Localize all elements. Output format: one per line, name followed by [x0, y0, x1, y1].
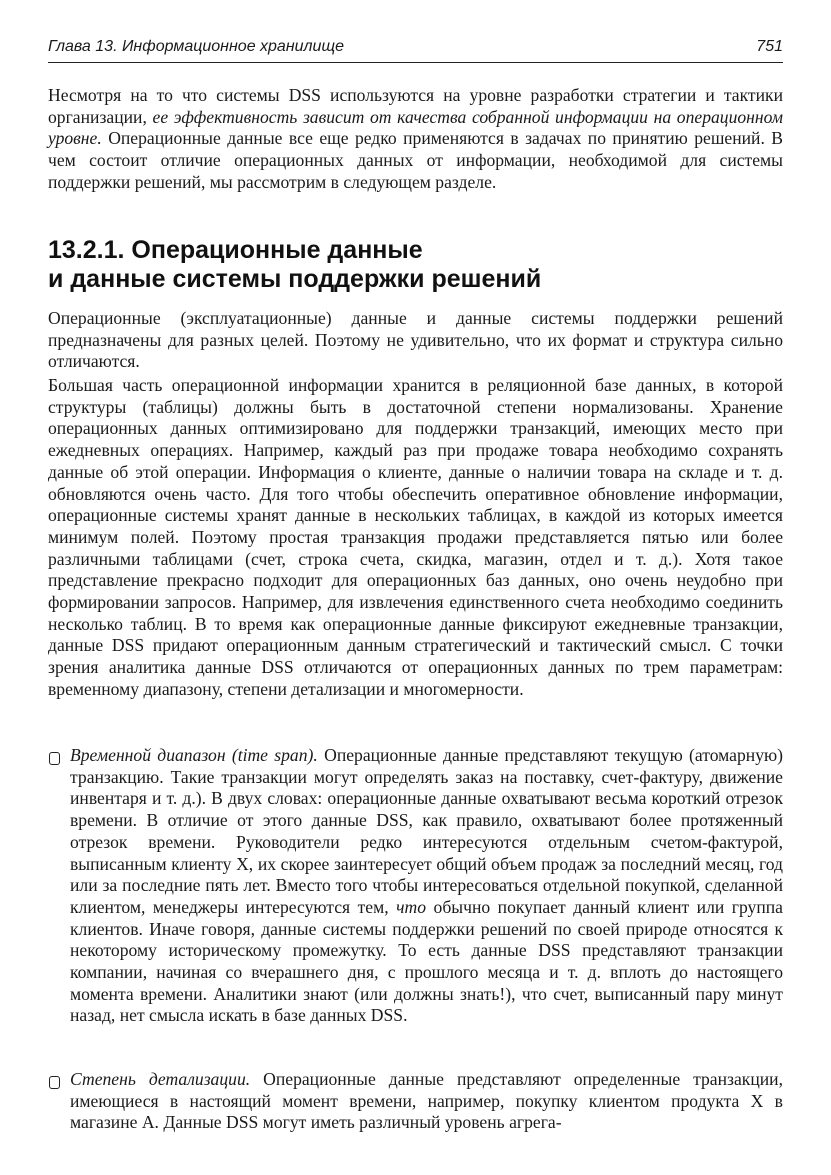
section-paragraph-1-text: Операционные (эксплуатационные) данные и данные системы поддержки решений предназначены для разных целей. Поэтому не удивительно, что их формат и структура сильно отличаются.	[48, 308, 783, 372]
checkbox-bullet-icon	[49, 752, 60, 765]
section-heading-line1: 13.2.1. Операционные данные	[48, 236, 423, 264]
bullet-item-granularity	[70, 1069, 783, 1134]
intro-text-end: Операционные данные все еще редко применяются в задачах по принятию решений. В чем состоит отличие операционных данных от информации, необходимой для системы поддержки решений, мы рассмотрим в следующем разделе.	[48, 128, 784, 192]
section-heading	[48, 236, 783, 294]
bullet-term: Степень детализации.	[70, 1069, 251, 1089]
page-number: 751	[756, 38, 783, 55]
chapter-title: Глава 13. Информационное хранилище	[48, 38, 344, 55]
section-heading-line2: и данные системы поддержки решений	[48, 265, 542, 293]
section-paragraph-2-text: Большая часть операционной информации хранится в реляционной базе данных, в которой структуры (таблицы) должны быть в достаточной степени нормализованы. Хранение операционных данных оптимизировано для поддержки транзакций, имеющих место при ежедневных операциях. Например, каждый раз при продаже товара необходимо сохранять данные об этой операции. Информация о клиенте, данные о наличии товара на складе и т. д. обновляются очень часто. Для того чтобы обеспечить оперативное обновление информации, операционные системы хранят данные в нескольких таблицах, в каждой из которых имеется минимум полей. Поэтому простая транзакция продажи представляется пятью или более различными таблицами (счет, строка счета, скидка, магазин, отдел и т. д.). Хотя такое представление прекрасно подходит для операционных баз данных, оно очень неудобно при формировании запросов. Например, для извлечения единственного счета необходимо соединить несколько таблиц. В то время как операционные данные фиксируют ежедневные транзакции, данные DSS придают операционным данным стратегический и тактический смысл. С точки зрения аналитика данные DSS отличаются от операционных данных по трем параметрам: временному диапазону, степени детализации и многомерности.	[48, 375, 783, 699]
intro-paragraph	[48, 85, 783, 194]
bullet-item-time-span	[70, 745, 783, 1027]
intro-emphasis: ее эффективность зависит от качества собранной информации на операционном уровне.	[48, 106, 783, 149]
bullet-text: Операционные данные представляют текущую (атомарную) транзакцию. Такие транзакции могут определять заказ на поставку, счет-фактуру, движение инвентаря и т. д.). В двух словах: операционные данные охватывают весьма короткий отрезок времени. В отличие от этого данные DSS, как правило, охватывают более протяженный отрезок времени. Руководители редко интересуются отдельным счетом-фактурой, выписанным клиенту X, их скорее заинтересует общий объем продаж за последний месяц, год или за последние пять лет. Вместо того чтобы интересоваться отдельной покупкой, сделанной клиентом, менеджеры интересуются тем,	[70, 745, 784, 917]
running-head	[48, 38, 783, 62]
bullet-emphasis: что	[396, 896, 427, 917]
bullet-text-continued: обычно покупает данный клиент или группа клиентов. Иначе говоря, данные системы поддержки решений по своей природе относятся к некоторому историческому промежутку. То есть данные DSS представляют транзакции компании, начиная со вчерашнего дня, с прошлого месяца и т. д. вплоть до настоящего момента времени. Аналитики знают (или должны знать!), что счет, выписанный пару минут назад, нет смысла искать в базе данных DSS.	[70, 896, 783, 1026]
checkbox-bullet-icon	[49, 1076, 60, 1089]
intro-text-start: Несмотря на то что системы DSS используются на уровне разработки стратегии и тактики организации,	[48, 85, 783, 127]
section-paragraph-2	[48, 375, 783, 701]
section-paragraph-1	[48, 308, 783, 373]
bullet-term: Временной диапазон (time span).	[70, 745, 318, 765]
header-rule	[48, 62, 783, 63]
bullet-text: Операционные данные представляют определенные транзакции, имеющиеся в настоящий момент времени, например, покупку клиентом продукта X в магазине А. Данные DSS могут иметь различный уровень агрега-	[70, 1069, 783, 1133]
